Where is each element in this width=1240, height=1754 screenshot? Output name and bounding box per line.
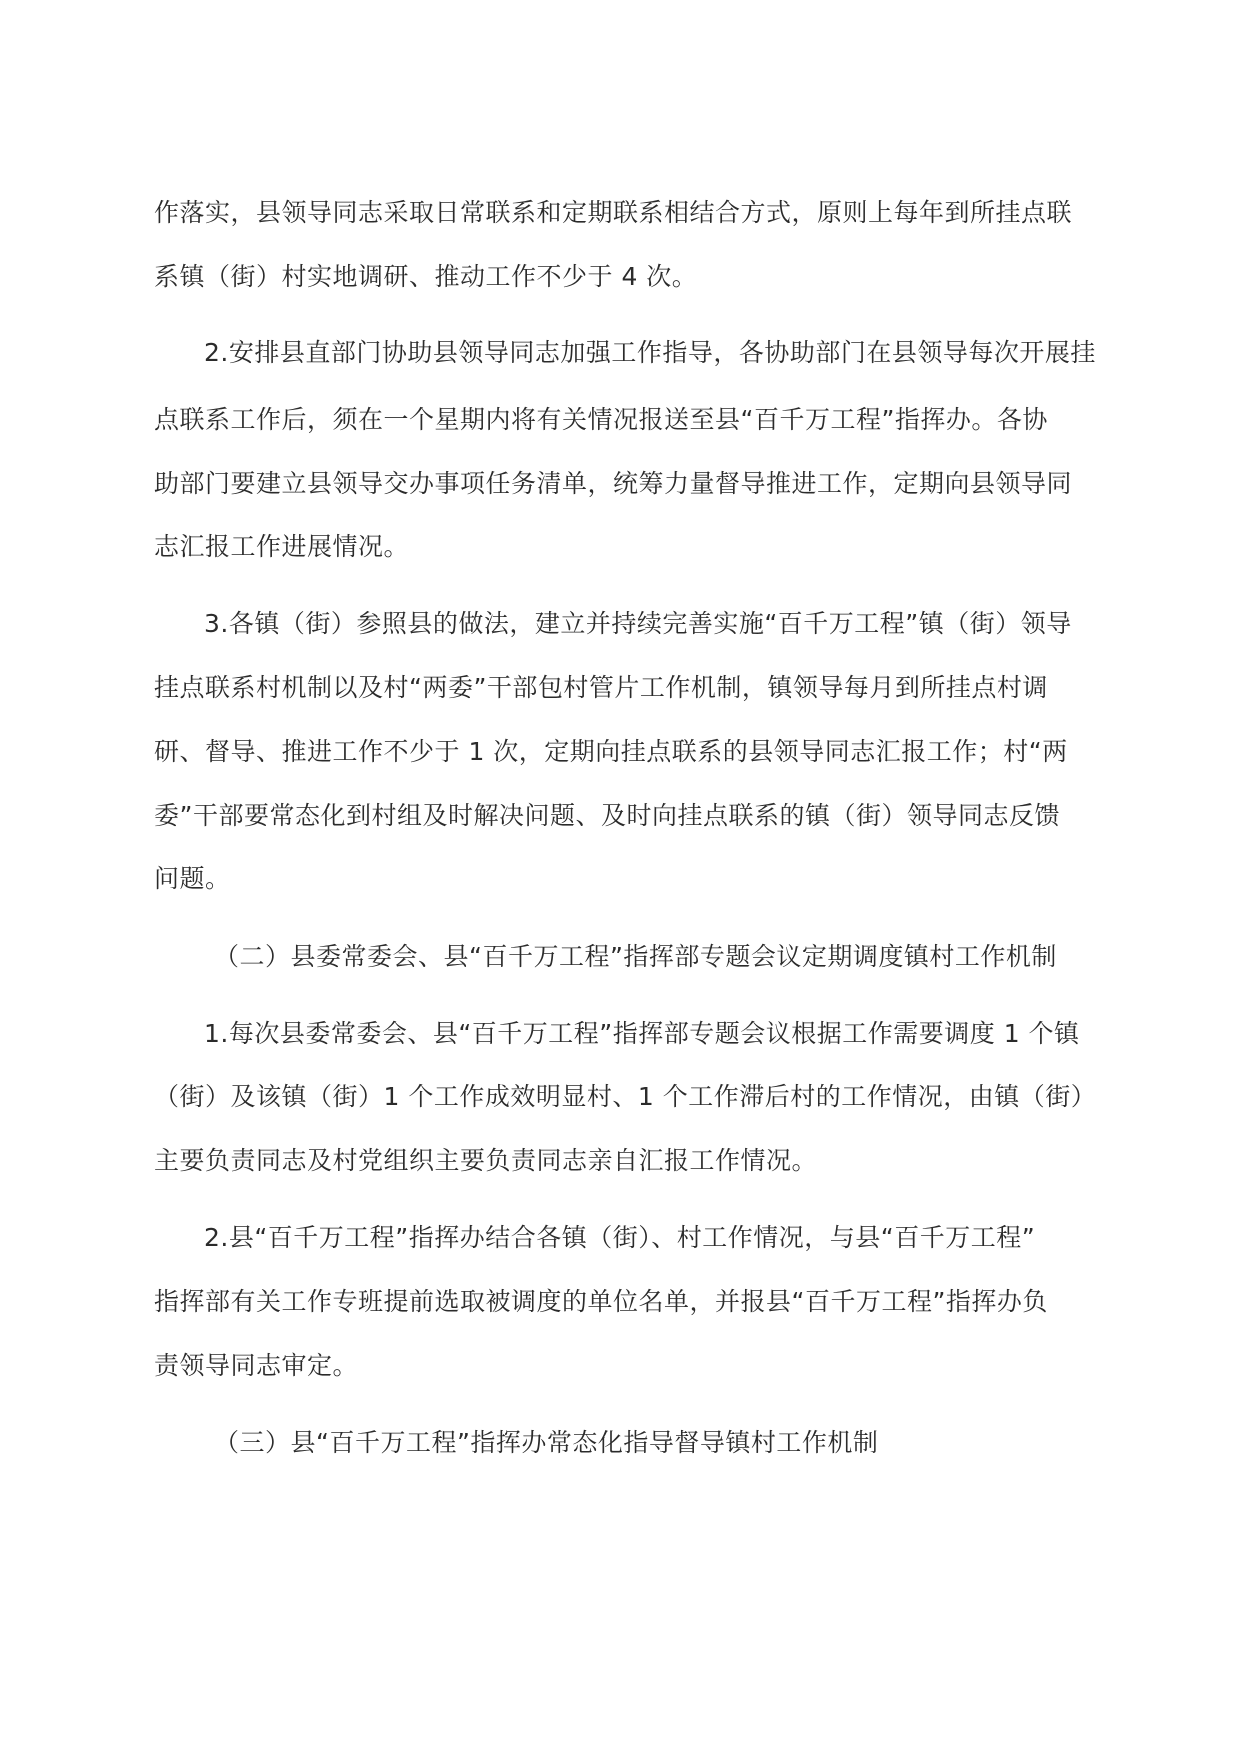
section-heading-3: （三）县“百千万工程”指挥办常态化指导督导镇村工作机制: [214, 1428, 879, 1457]
text-line: 助部门要建立县领导交办事项任务清单，统筹力量督导推进工作，定期向县领导同: [154, 469, 1073, 498]
text-line: 责领导同志审定。: [154, 1351, 359, 1380]
text-line: 问题。: [154, 864, 231, 893]
text-line: （街）及该镇（街）1 个工作成效明显村、1 个工作滞后村的工作情况，由镇（街）: [154, 1082, 1097, 1111]
text-line: 指挥部有关工作专班提前选取被调度的单位名单，并报县“百千万工程”指挥办负: [154, 1287, 1048, 1316]
text-line: 点联系工作后，须在一个星期内将有关情况报送至县“百千万工程”指挥办。各协: [154, 405, 1048, 434]
text-line: 系镇（街）村实地调研、推动工作不少于 4 次。: [154, 262, 698, 291]
paragraph-line: 1.每次县委常委会、县“百千万工程”指挥部专题会议根据工作需要调度 1 个镇: [204, 1019, 1080, 1048]
text-line: 研、督导、推进工作不少于 1 次，定期向挂点联系的县领导同志汇报工作；村“两: [154, 737, 1068, 766]
text-line: 委”干部要常态化到村组及时解决问题、及时向挂点联系的镇（街）领导同志反馈: [154, 801, 1060, 830]
paragraph-line: 3.各镇（街）参照县的做法，建立并持续完善实施“百千万工程”镇（街）领导: [204, 609, 1072, 638]
paragraph-line: 2.县“百千万工程”指挥办结合各镇（街）、村工作情况，与县“百千万工程”: [204, 1223, 1036, 1252]
text-line: 志汇报工作进展情况。: [154, 532, 410, 561]
paragraph-line: 2.安排县直部门协助县领导同志加强工作指导，各协助部门在县领导每次开展挂: [204, 338, 1096, 367]
text-line: 挂点联系村机制以及村“两委”干部包村管片工作机制，镇领导每月到所挂点村调: [154, 673, 1048, 702]
section-heading-2: （二）县委常委会、县“百千万工程”指挥部专题会议定期调度镇村工作机制: [214, 942, 1057, 971]
text-line: 主要负责同志及村党组织主要负责同志亲自汇报工作情况。: [154, 1146, 818, 1175]
text-line: 作落实，县领导同志采取日常联系和定期联系相结合方式，原则上每年到所挂点联: [154, 198, 1073, 227]
